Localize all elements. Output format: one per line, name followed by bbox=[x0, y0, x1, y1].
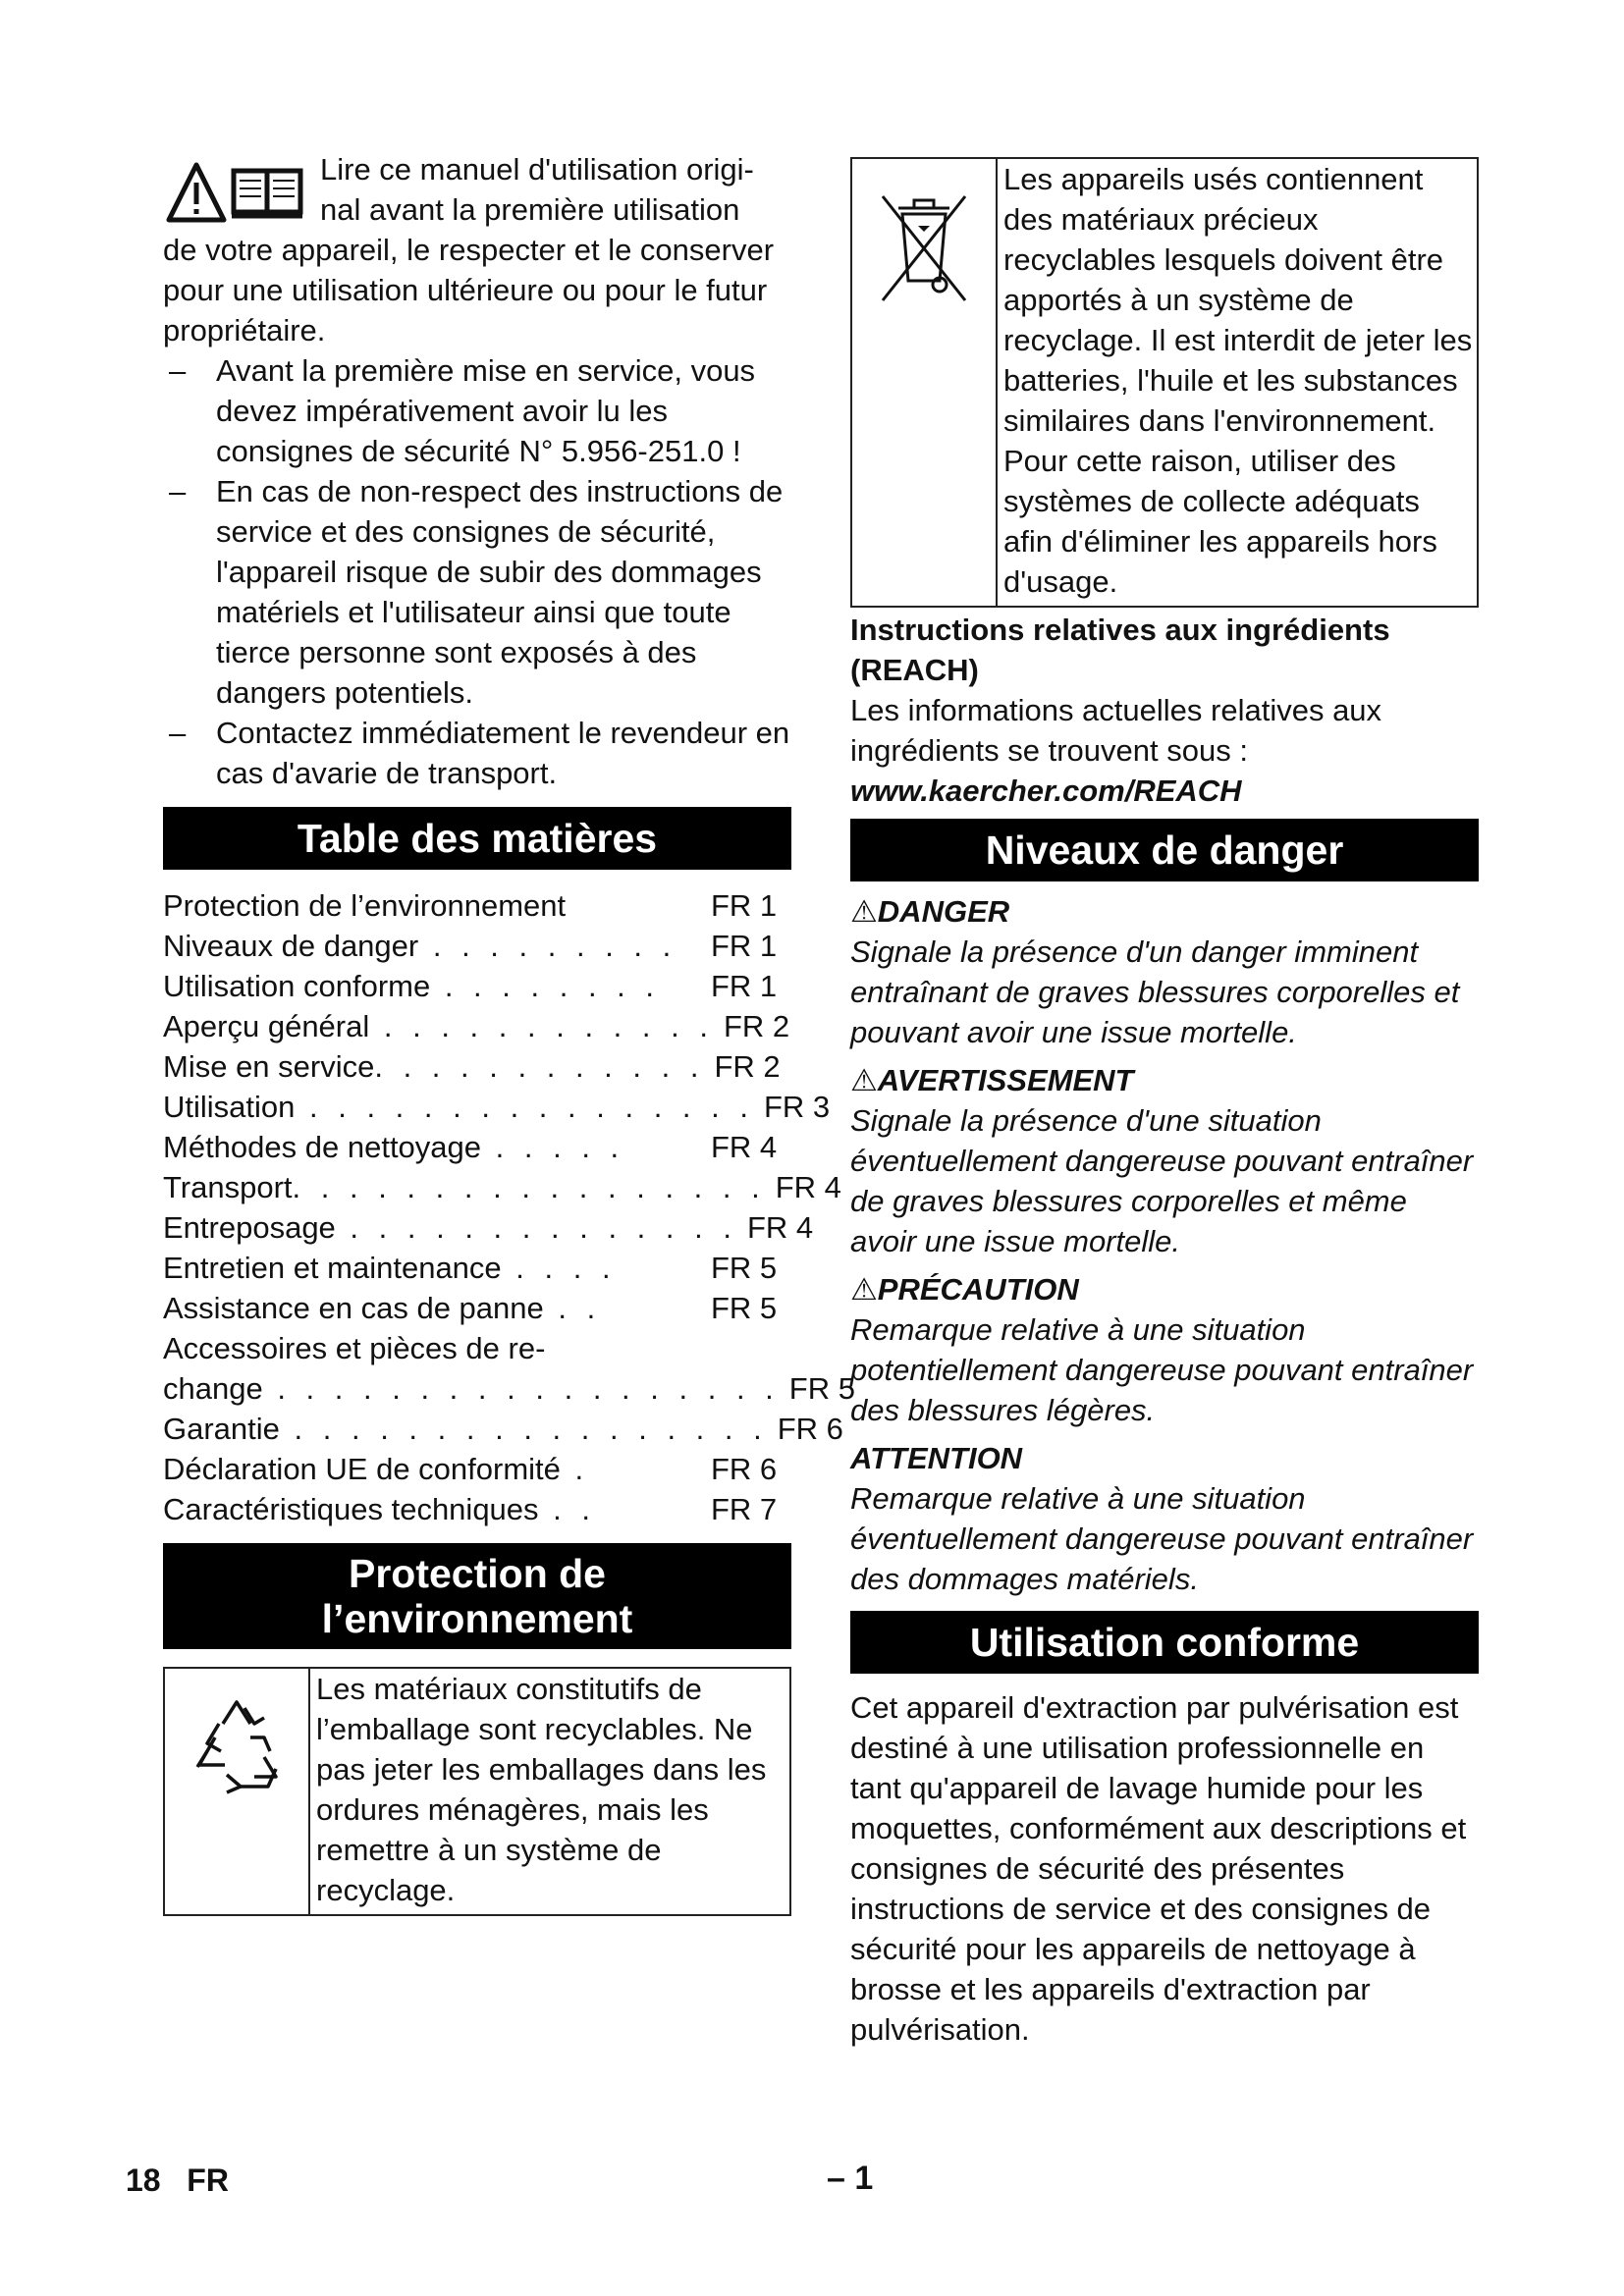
reach-url-link[interactable]: www.kaercher.com/REACH bbox=[850, 774, 1242, 808]
toc-item[interactable] bbox=[163, 1046, 791, 1087]
toc-item-dots: . . . . . . . . . . . . . . . . . bbox=[279, 1412, 768, 1446]
intro-text: de votre appareil, le respecter et le conserver pour une utilisation ultérieure ou pour le futur propriétaire. bbox=[163, 233, 775, 347]
warning-triangle-icon: ⚠ bbox=[850, 1063, 878, 1097]
toc-item-page: FR 2 bbox=[723, 1009, 790, 1043]
toc-item[interactable] bbox=[163, 1368, 855, 1409]
danger-level-name: DANGER bbox=[877, 894, 1010, 929]
danger-level-label bbox=[850, 1269, 1479, 1309]
read-manual-warning-icon bbox=[163, 157, 308, 224]
intro-bullet: – En cas de non-respect des instructions de service et des consignes de sécurité, l'appareil risque de subir des dommages matériels et l'utilisateur ainsi que toute tierce personne sont exposés à des dangers potentiels. bbox=[163, 471, 791, 713]
warning-triangle-icon: ⚠ bbox=[850, 894, 878, 929]
toc-item[interactable] bbox=[163, 966, 791, 1006]
toc-item-label: Entretien et maintenance bbox=[163, 1251, 502, 1285]
toc-item[interactable] bbox=[163, 1248, 791, 1288]
toc-item[interactable] bbox=[163, 885, 791, 926]
toc-item-page: FR 4 bbox=[711, 1130, 778, 1164]
toc-item-label: Protection de l’environnement bbox=[163, 888, 567, 923]
danger-level-label bbox=[850, 1438, 1479, 1478]
toc-item-dots: . . . . . . . . bbox=[430, 969, 661, 1003]
toc-item-page: FR 6 bbox=[711, 1452, 778, 1486]
weee-box bbox=[850, 157, 1479, 608]
page-center-label: – 1 bbox=[827, 2160, 874, 2197]
toc-item[interactable] bbox=[163, 926, 791, 966]
intended-use-text: Cet appareil d'extraction par pulvérisation est destiné à une utilisation professionnelle en tant qu'appareil de lavage humide pour les moquettes, conformément aux descriptions et consignes de sécurité des présentes instructions de service et des consignes de sécurité pour les appareils de nettoyage à brosse et les appareils d'extraction par pulvérisation. bbox=[850, 1690, 1467, 2047]
toc-item-dots: . . . . . . . . . . . . . . . . . bbox=[292, 1170, 766, 1204]
toc-item[interactable] bbox=[163, 1449, 791, 1489]
intro-bullet: – Contactez immédiatement le revendeur en cas d'avarie de transport. bbox=[163, 713, 791, 793]
toc-item-label: Accessoires et pièces de re- bbox=[163, 1331, 546, 1365]
toc-item-dots: . . . . . . . . . . . . . . . . . . bbox=[262, 1371, 780, 1406]
toc-item[interactable] bbox=[163, 1489, 791, 1529]
toc-item-label: Déclaration UE de conformité bbox=[163, 1452, 561, 1486]
toc-item-page: FR 6 bbox=[777, 1412, 843, 1446]
danger-level-text: Remarque relative à une situation éventuellement dangereuse pouvant entraîner des dommages matériels. bbox=[850, 1481, 1474, 1596]
danger-level-name: PRÉCAUTION bbox=[877, 1272, 1079, 1307]
toc-item-dots: . . . . . . . . . . . . bbox=[374, 1049, 705, 1084]
reach-heading: Instructions relatives aux ingrédients (REACH) bbox=[850, 613, 1390, 687]
toc-item[interactable] bbox=[163, 1207, 814, 1248]
toc-item-label: Caractéristiques techniques bbox=[163, 1492, 539, 1526]
toc-item-page: FR 4 bbox=[775, 1170, 841, 1204]
toc-item[interactable] bbox=[163, 1006, 791, 1046]
toc-item-dots: . . . . . . . . . bbox=[418, 929, 677, 963]
protection-title-line-2: l’environnement bbox=[321, 1596, 633, 1641]
toc-item-dots: . bbox=[560, 1452, 590, 1486]
protection-title-line-1: Protection de bbox=[349, 1551, 606, 1596]
toc-item[interactable] bbox=[163, 1087, 831, 1127]
toc-item-label: Assistance en cas de panne bbox=[163, 1291, 544, 1325]
toc-item-label: change bbox=[163, 1371, 263, 1406]
intro-header bbox=[163, 149, 791, 230]
intro-bullets bbox=[163, 350, 791, 793]
intended-use-title: Utilisation conforme bbox=[850, 1611, 1479, 1674]
danger-levels-list bbox=[850, 891, 1479, 1599]
toc-item-label: Mise en service bbox=[163, 1049, 375, 1084]
toc-item[interactable] bbox=[163, 1409, 843, 1449]
danger-level-text: Signale la présence d'un danger imminent entraînant de graves blessures corporelles et pouvant avoir une issue mortelle. bbox=[850, 934, 1460, 1049]
toc-item-page: FR 5 bbox=[788, 1371, 855, 1406]
toc-item-label: Transport bbox=[163, 1170, 293, 1204]
toc-item-page: FR 1 bbox=[711, 888, 778, 923]
danger-level-label bbox=[850, 891, 1479, 932]
toc-item-dots: . . . . . bbox=[481, 1130, 625, 1164]
toc-title: Table des matières bbox=[163, 807, 791, 870]
toc-item-page: FR 3 bbox=[764, 1090, 831, 1124]
recycle-icon bbox=[186, 1694, 288, 1796]
table-of-contents bbox=[163, 885, 855, 1529]
danger-levels-title: Niveaux de danger bbox=[850, 819, 1479, 881]
toc-item-label: Utilisation conforme bbox=[163, 969, 431, 1003]
toc-item-label: Garantie bbox=[163, 1412, 280, 1446]
toc-item-label: Méthodes de nettoyage bbox=[163, 1130, 482, 1164]
toc-item-page: FR 7 bbox=[711, 1492, 778, 1526]
warning-triangle-icon: ⚠ bbox=[850, 1272, 878, 1307]
recycle-box bbox=[163, 1667, 791, 1916]
protection-title bbox=[163, 1543, 791, 1649]
intro-line-2: nal avant la première utilisation bbox=[320, 192, 740, 227]
toc-item-label: Aperçu général bbox=[163, 1009, 370, 1043]
toc-item-page: FR 1 bbox=[711, 969, 778, 1003]
danger-level-name: AVERTISSEMENT bbox=[877, 1063, 1134, 1097]
weee-text: Les appareils usés contiennent des matériaux précieux recyclables lesquels doivent être apportés à un système de recyclage. Il est interdit de jeter les batteries, l'huile et les substances similaires dans l'environnement. Pour cette raison, utiliser des systèmes de collecte adéquats afin d'éliminer les appareils hors d'usage. bbox=[1003, 162, 1473, 599]
intro-line-1: Lire ce manuel d'utilisation origi- bbox=[320, 152, 754, 187]
toc-item-dots: . . . . . . . . . . . . . . bbox=[335, 1210, 737, 1245]
reach-text: Les informations actuelles relatives aux ingrédients se trouvent sous : bbox=[850, 693, 1382, 768]
toc-item-label: Niveaux de danger bbox=[163, 929, 419, 963]
weee-icon-cell bbox=[852, 159, 998, 606]
toc-item-dots: . . . . . . . . . . . . . . . . bbox=[295, 1090, 754, 1124]
page-number-label: 18 FR bbox=[126, 2163, 229, 2198]
toc-item-page: FR 5 bbox=[711, 1291, 778, 1325]
toc-item-dots: . . . . . . . . . . . . bbox=[369, 1009, 714, 1043]
toc-item[interactable] bbox=[163, 1127, 791, 1167]
toc-item[interactable] bbox=[163, 1328, 791, 1368]
toc-item-page: FR 5 bbox=[711, 1251, 778, 1285]
left-column bbox=[163, 149, 855, 1916]
toc-item-page: FR 1 bbox=[711, 929, 778, 963]
right-column bbox=[850, 157, 1479, 2050]
toc-item-page: FR 4 bbox=[746, 1210, 814, 1245]
danger-level-name: ATTENTION bbox=[850, 1441, 1023, 1475]
toc-item[interactable] bbox=[163, 1288, 791, 1328]
danger-level-text: Signale la présence d'une situation éventuellement dangereuse pouvant entraîner de graves blessures corporelles et même avoir une issue mortelle. bbox=[850, 1103, 1474, 1258]
toc-item-dots: . . . . bbox=[501, 1251, 617, 1285]
toc-item-dots: . . bbox=[538, 1492, 596, 1526]
toc-item[interactable] bbox=[163, 1167, 841, 1207]
recycle-icon-cell bbox=[165, 1669, 310, 1914]
danger-level-label bbox=[850, 1060, 1479, 1100]
crossed-out-wheelie-bin-icon bbox=[877, 190, 971, 306]
toc-item-label: Utilisation bbox=[163, 1090, 296, 1124]
toc-item-dots: . . bbox=[543, 1291, 602, 1325]
toc-item-label: Entreposage bbox=[163, 1210, 336, 1245]
recycle-text: Les matériaux constitutifs de l’emballage sont recyclables. Ne pas jeter les emballages dans les ordures ménagères, mais les remettre à un système de recyclage. bbox=[316, 1672, 767, 1907]
danger-level-text: Remarque relative à une situation potentiellement dangereuse pouvant entraîner des blessures légères. bbox=[850, 1312, 1474, 1427]
intro-bullet: – Avant la première mise en service, vous devez impérativement avoir lu les consignes de sécurité N° 5.956-251.0 ! bbox=[163, 350, 791, 471]
toc-item-page: FR 2 bbox=[714, 1049, 781, 1084]
